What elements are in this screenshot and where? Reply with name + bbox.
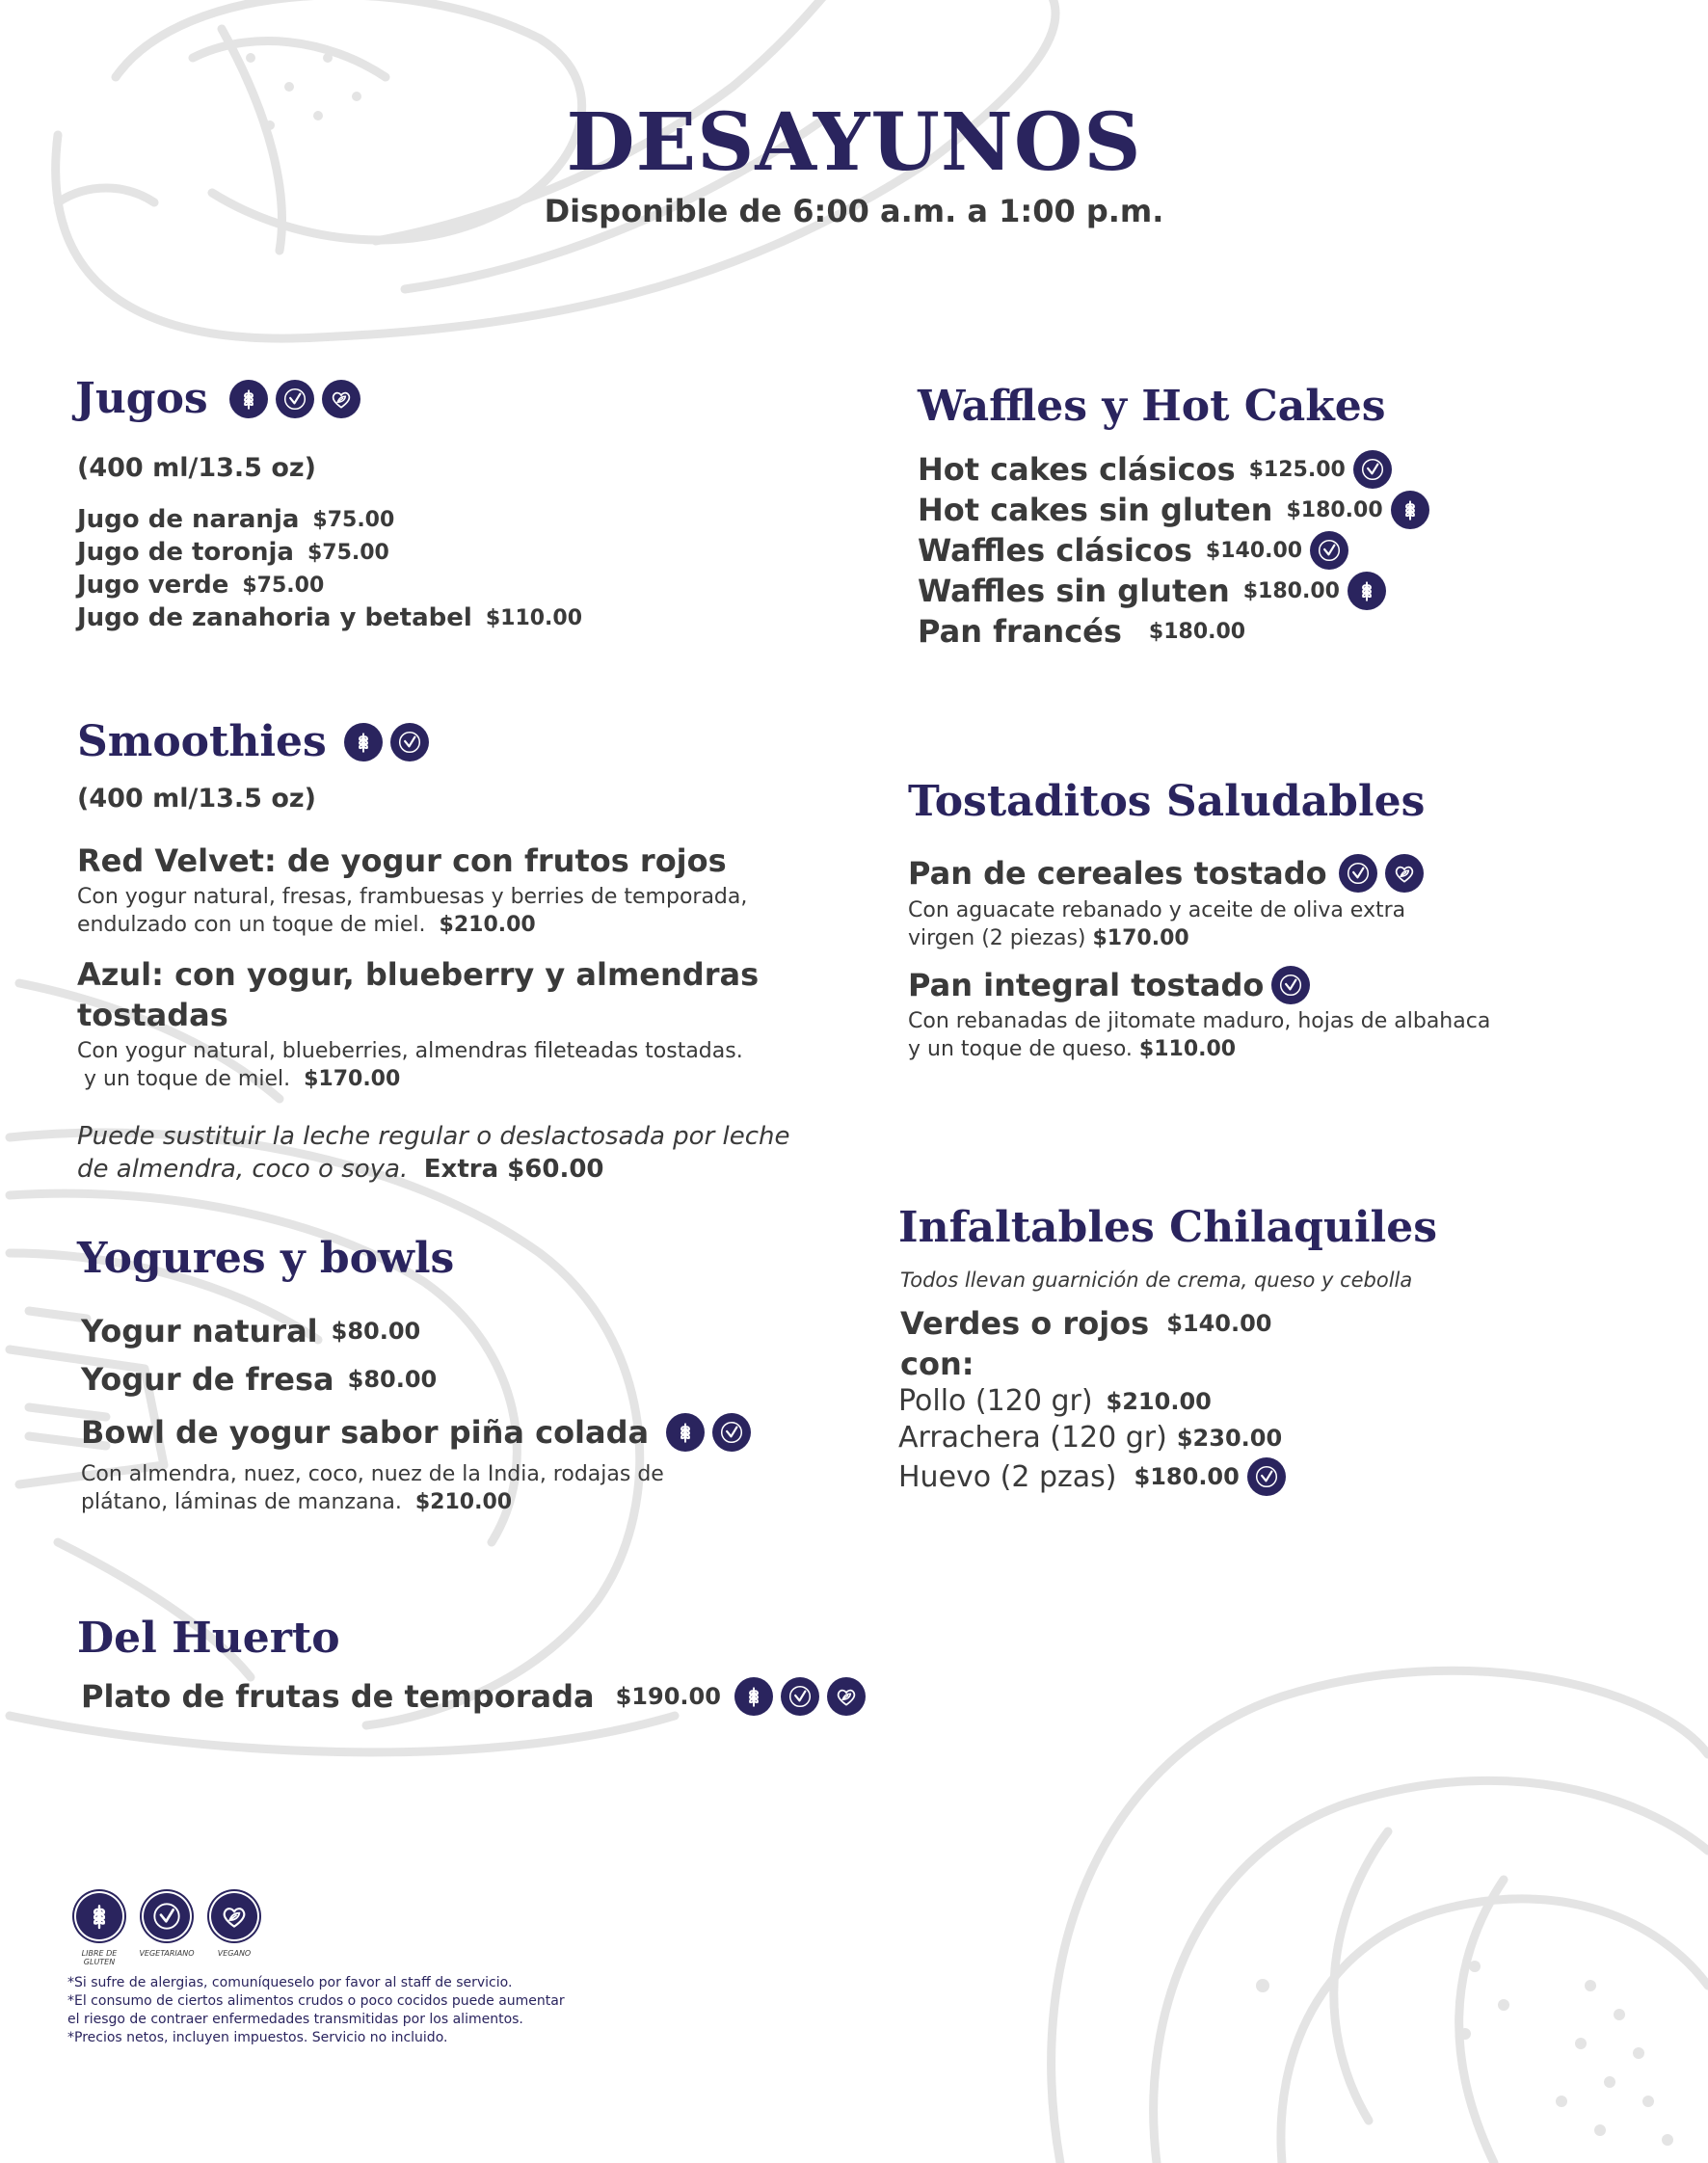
list-item: Yogur natural $80.00 bbox=[81, 1313, 421, 1349]
list-item: Pan francés $180.00 bbox=[918, 613, 1246, 650]
smoothies-size: (400 ml/13.5 oz) bbox=[77, 784, 316, 814]
price: $170.00 bbox=[1092, 926, 1189, 950]
section-title-yogures: Yogures y bowls bbox=[77, 1234, 455, 1283]
check-icon bbox=[781, 1677, 819, 1716]
price: $210.00 bbox=[439, 913, 536, 937]
check-icon bbox=[1353, 450, 1392, 489]
list-item: Waffles clásicos $140.00 bbox=[918, 530, 1429, 571]
list-item: Jugo de naranja $75.00 bbox=[77, 505, 395, 534]
price: $110.00 bbox=[1138, 1037, 1237, 1061]
wheat-icon bbox=[1348, 572, 1386, 610]
footer-disclaimer: *Si sufre de alergias, comuníqueselo por favor al staff de servicio. *El consumo de ciertos alimentos crudos o poco cocidos puede aumentar el riesgo de contraer enfermedades transmitidas por los alimentos. *Precios netos, incluyen impuestos. Servicio no incluido. bbox=[67, 1975, 565, 2045]
section-title-tostaditos: Tostaditos Saludables bbox=[908, 777, 1426, 826]
check-icon bbox=[276, 380, 314, 418]
leaf-heart-icon bbox=[1385, 854, 1424, 893]
chilaquiles-note: Todos llevan guarnición de crema, queso y cebolla bbox=[900, 1268, 1413, 1292]
section-title-huerto: Del Huerto bbox=[77, 1614, 340, 1663]
smoothie-red-velvet-name: Red Velvet: de yogur con frutos rojos bbox=[77, 842, 727, 879]
extra-price: Extra $60.00 bbox=[423, 1155, 604, 1184]
wheat-icon bbox=[666, 1413, 705, 1452]
chilaquiles-con-label: con: bbox=[900, 1346, 974, 1382]
check-icon bbox=[390, 723, 429, 761]
section-title-jugos bbox=[75, 374, 360, 423]
check-icon bbox=[1310, 531, 1348, 570]
list-item: Jugo de zanahoria y betabel $110.00 bbox=[77, 603, 583, 632]
price: $170.00 bbox=[304, 1067, 401, 1091]
legend-vegan: VEGANO bbox=[200, 1893, 268, 1966]
list-item: Jugo verde $75.00 bbox=[77, 571, 325, 600]
list-item: Hot cakes sin gluten $180.00 bbox=[918, 490, 1429, 530]
jugos-list bbox=[77, 503, 582, 634]
wheat-icon bbox=[344, 723, 383, 761]
list-item: Pan de cereales tostado bbox=[908, 854, 1424, 893]
section-title-chilaquiles: Infaltables Chilaquiles bbox=[898, 1203, 1438, 1252]
page-title: DESAYUNOS bbox=[566, 96, 1142, 189]
list-item: Arrachera (120 gr) $230.00 bbox=[898, 1421, 1283, 1455]
legend-gluten-free: LIBRE DE GLUTEN bbox=[66, 1893, 133, 1966]
pan-integral-desc: Con rebanadas de jitomate maduro, hojas de albahaca y un toque de queso. $110.00 bbox=[908, 1009, 1491, 1061]
check-icon bbox=[1339, 854, 1377, 893]
legend-vegetarian: VEGETARIANO bbox=[133, 1893, 200, 1966]
smoothies-title: Smoothies bbox=[77, 717, 327, 766]
dietary-legend bbox=[66, 1893, 268, 1966]
wheat-icon bbox=[734, 1677, 773, 1716]
list-item: Pan integral tostado bbox=[908, 966, 1310, 1004]
page-subtitle: Disponible de 6:00 a.m. a 1:00 p.m. bbox=[544, 193, 1164, 229]
milk-substitution-note: Puede sustituir la leche regular o deslactosada por leche de almendra, coco o soya. Extra $60.00 bbox=[77, 1122, 790, 1184]
check-icon bbox=[1271, 966, 1310, 1004]
section-title-waffles: Waffles y Hot Cakes bbox=[918, 382, 1386, 431]
bowl-pina-colada-desc: Con almendra, nuez, coco, nuez de la India, rodajas de plátano, láminas de manzana. $210.00 bbox=[81, 1462, 664, 1514]
check-icon bbox=[1247, 1457, 1286, 1496]
list-item: Pollo (120 gr) $210.00 bbox=[898, 1384, 1212, 1418]
wheat-icon bbox=[229, 380, 268, 418]
wheat-icon bbox=[76, 1893, 122, 1939]
smoothie-red-velvet-desc: Con yogur natural, fresas, frambuesas y berries de temporada, endulzado con un toque de miel. $210.00 bbox=[77, 885, 748, 937]
list-item: Jugo de toronja $75.00 bbox=[77, 538, 389, 567]
list-item: Huevo (2 pzas) $180.00 bbox=[898, 1457, 1286, 1496]
pan-cereales-desc: Con aguacate rebanado y aceite de oliva extra virgen (2 piezas) $170.00 bbox=[908, 898, 1406, 950]
smoothie-azul-name: Azul: con yogur, blueberry y almendras tostadas bbox=[77, 956, 760, 1033]
price: $210.00 bbox=[414, 1490, 513, 1514]
list-item: Verdes o rojos $140.00 bbox=[900, 1305, 1272, 1342]
smoothie-azul-desc: Con yogur natural, blueberries, almendras fileteadas tostadas. y un toque de miel. $170.00 bbox=[77, 1039, 743, 1091]
wheat-icon bbox=[1391, 491, 1429, 529]
jugos-title: Jugos bbox=[75, 374, 208, 423]
waffles-list bbox=[918, 449, 1429, 652]
list-item: Hot cakes clásicos $125.00 bbox=[918, 449, 1429, 490]
leaf-heart-icon bbox=[322, 380, 360, 418]
check-icon bbox=[144, 1893, 190, 1939]
list-item: Waffles sin gluten $180.00 bbox=[918, 571, 1429, 611]
leaf-heart-icon bbox=[827, 1677, 866, 1716]
list-item: Plato de frutas de temporada $190.00 bbox=[81, 1677, 866, 1716]
check-icon bbox=[712, 1413, 751, 1452]
leaf-heart-icon bbox=[211, 1893, 257, 1939]
list-item: Yogur de fresa $80.00 bbox=[81, 1361, 438, 1398]
section-title-smoothies bbox=[77, 717, 429, 766]
list-item: Bowl de yogur sabor piña colada bbox=[81, 1413, 751, 1452]
jugos-size: (400 ml/13.5 oz) bbox=[77, 453, 316, 483]
